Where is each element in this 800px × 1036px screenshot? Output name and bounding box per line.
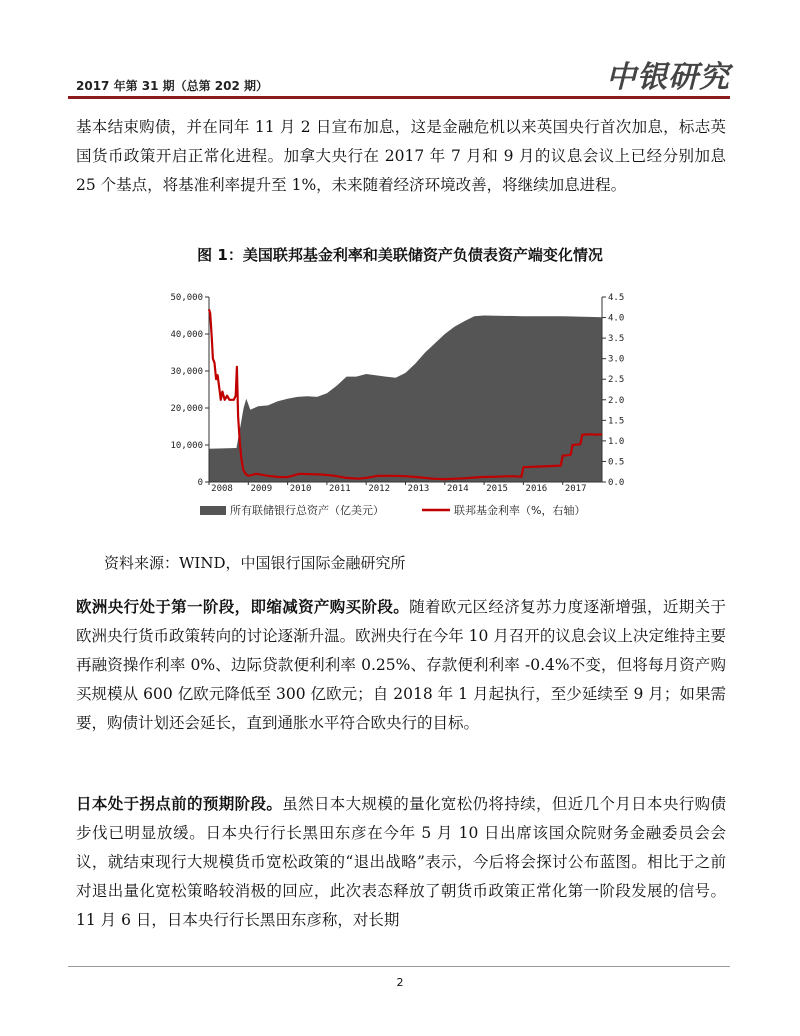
right-tick-label: 0.0 [608,478,625,488]
x-tick-label: 2012 [368,484,391,494]
left-tick-label: 10,000 [170,441,203,451]
right-tick-label: 0.5 [608,457,625,468]
right-tick-label: 4.0 [608,313,625,324]
x-tick-label: 2015 [486,484,508,494]
chart [150,280,650,530]
paragraph-2 [76,593,726,738]
x-tick-label: 2016 [525,484,548,494]
paragraph-1: 基本结束购债，并在同年 11 月 2 日宣布加息，这是金融危机以来英国央行首次加息，标志英国货币政策开启正常化进程。加拿大央行在 2017 年 7 月和 9 月的议息会议上已经分别加息 25 个基点，将基准利率提升至 1%，未来随着经济环境改善，将继续加息进程。 [76,118,726,194]
page-number: 2 [396,976,404,989]
x-tick-label: 2017 [564,484,587,494]
x-tick-label: 2014 [446,484,469,494]
paragraph-3 [76,790,726,935]
x-tick-label: 2011 [329,484,351,494]
right-tick-label: 2.0 [608,395,625,406]
left-tick-label: 30,000 [170,367,203,377]
right-tick-label: 3.5 [608,334,625,345]
x-tick-label: 2008 [211,484,233,494]
right-tick-label: 1.0 [608,436,625,447]
paragraph-2-body: 随着欧元区经济复苏力度逐渐增强，近期关于欧洲央行货币政策转向的讨论逐渐升温。欧洲央行在今年 10 月召开的议息会议上决定维持主要再融资操作利率 0%、边际贷款便利利率 0.25%、存款便利利率 -0.4%不变，但将每月资产购买规模从 600 亿欧元降低至 300 亿欧元；自 2018 年 1 月起执行，至少延续至 9 月；如果需要，购债计划还会延长，直到通胀水平符合欧央行的目标。 [76,598,726,732]
x-tick-label: 2013 [407,484,430,494]
series-area-total-assets [209,316,602,483]
legend-label-total-assets: 所有联储银行总资产（亿美元） [230,504,384,517]
paragraph-2-lead: 欧洲央行处于第一阶段，即缩减资产购买阶段。 [76,598,410,616]
header-issue: 2017 年第 31 期（总第 202 期） [76,79,269,93]
footer-rule [68,966,730,967]
figure-title: 图 1：美国联邦基金利率和美联储资产负债表资产端变化情况 [197,246,603,264]
brand-logo: 中银研究 [606,60,730,95]
left-tick-label: 40,000 [170,330,203,340]
legend-swatch-total-assets [200,506,226,515]
legend-label-fed-funds-rate: 联邦基金利率（%，右轴） [454,504,586,517]
right-tick-label: 3.0 [608,354,625,365]
figure-source: 资料来源：WIND，中国银行国际金融研究所 [104,554,406,572]
paragraph-3-body: 虽然日本大规模的量化宽松仍将持续，但近几个月日本央行购债步伐已明显放缓。日本央行行长黑田东彦在今年 5 月 10 日出席该国众院财务金融委员会会议，就结束现行大规模货币宽松政策的“退出战略”表示，今后将会探讨公布蓝图。相比于之前对退出量化宽松策略较消极的回应，此次表态释放了朝货币政策正常化第一阶段发展的信号。11 月 6 日，日本央行行长黑田东彦称，对长期 [76,795,726,929]
right-tick-label: 1.5 [608,416,625,427]
paragraph-3-lead: 日本处于拐点前的预期阶段。 [76,795,283,813]
x-tick-label: 2009 [250,484,273,494]
left-tick-label: 20,000 [170,404,203,414]
x-tick-label: 2010 [289,484,312,494]
right-tick-label: 4.5 [608,293,625,303]
left-tick-label: 50,000 [170,293,203,303]
header-rule [68,96,730,99]
left-tick-label: 0 [197,478,203,488]
right-tick-label: 2.5 [608,375,625,386]
